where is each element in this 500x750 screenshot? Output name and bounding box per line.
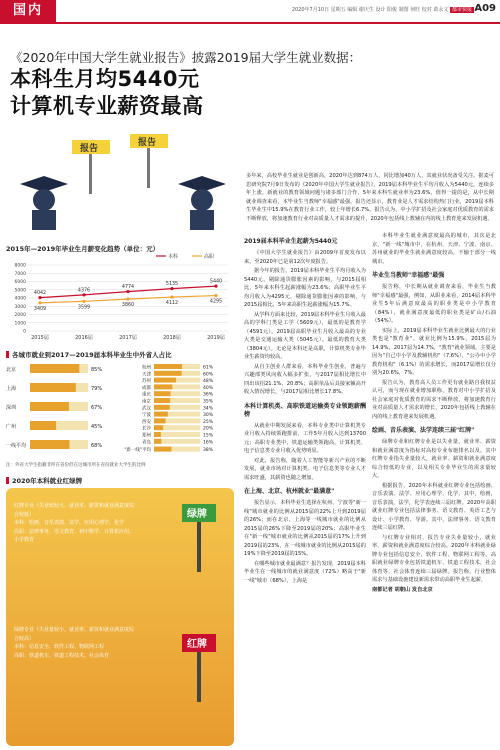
col2-heading-2: 绘画、音乐表演、法学连续三届"红牌" [372, 427, 475, 434]
region-pct-label: 61% [203, 365, 214, 371]
region-city-label: 武汉 [142, 406, 151, 412]
subtitle: 《2020年中国大学生就业报告》披露2019届大学生就业数据： [10, 50, 362, 65]
x-tick-label: 2017届 [119, 335, 137, 341]
x-tick-label: 2016届 [75, 335, 93, 341]
red-card-line: 高职：法律事务、语文教育、初中数学、计算机应用、小学数育 [14, 528, 135, 543]
new-tier1-label: "新一线"平均 [124, 448, 151, 454]
region-city-label: 一线平均 [6, 443, 27, 449]
x-tick-label: 2015届 [31, 335, 49, 341]
region-bar [154, 364, 182, 369]
y-tick-label: 2000 [14, 313, 26, 318]
red-card-line: 本科：绘画、音乐表演、法学、应用心理学、化学 [14, 520, 125, 526]
data-label: 5440 [209, 279, 223, 285]
legend-label: 高职 [204, 254, 215, 260]
region-pct-label: 16% [203, 440, 214, 446]
y-tick-label: 0 [23, 329, 26, 335]
data-label: 3860 [121, 303, 135, 309]
report-sign-right [130, 134, 168, 188]
col1-para: 从学科方面来比较，2019届本科毕业生月收入最高的学科门类是工学（5609元），最低的是教育学（4591元）。2019届高职毕业生月收入最高的专业大类是交通运输大类（5045元）。最低的教育大类（3804元）。无论是本科还是高职，计算机类专业毕业生薪资均较高。 [244, 311, 366, 360]
col1-para: 在哪些城市就业最满意？报告发现，2019届本科毕业生在一线城市的就业满意度（72%）略高于"新一线"城市（68%），上海是 [244, 560, 366, 584]
regions-note: 注：外省大学生指籍非所在省份但在这城市所在省份就业大学生的比例 [6, 463, 146, 468]
graduate-left-icon [20, 176, 68, 230]
green-card-box [14, 626, 134, 660]
y-tick-label: 5000 [14, 288, 26, 294]
region-pct-label: 79% [91, 386, 103, 392]
region-pct-label: 48% [203, 379, 214, 385]
col1-para: 《中国大学生就业报告》由2009年首度发布以来，至2020年已是第12次年度报告。 [244, 250, 366, 265]
col2-para: 绿牌专业和红牌专业是以失业量、就业率、薪资和就业满意度为指标对高校专业布施排名以及。其中红牌专业指失业量较大，就业率、薪资和就业满意度综合较低的专业，以及相关专业毕业生的需求量较大。 [372, 439, 496, 479]
col2-para: 与红牌专业相对，报告专业失业量较小，就业率、薪资和就业满意度综合较高。2020年本科就业绿牌专业包括信息安全、软件工程、物联网工程等。高职就业绿牌专业包括铁道机车、铁道工程技术，社会体育等，社会体育连续三届绿牌。报告称，行业整体需求与基础设施建设新需求带动高职毕业生起薪， [372, 534, 496, 583]
data-label: 4112 [165, 301, 179, 307]
region-pct-label: 60% [203, 372, 214, 378]
page-number: A09 [474, 3, 496, 14]
byline: 南都记者 胡朝山 发自北京 [372, 586, 433, 593]
data-point [38, 296, 41, 299]
region-bar [154, 371, 182, 376]
chart-title: 2015年—2019年毕业生月薪变化趋势（单位：元） [6, 245, 160, 253]
region-city-label: 天津 [142, 372, 151, 378]
red-card-box [14, 502, 134, 545]
region-pct-label: 30% [203, 413, 214, 419]
data-point [214, 285, 217, 288]
region-bar [154, 432, 161, 437]
green-sign-text: 绿牌 [187, 509, 207, 520]
region-city-label: 宁波 [142, 413, 151, 419]
intro-paragraph: 多年来，高校毕业生就业是创新高，2020年达到874万人，同比增加40万人，其就业状况备受关注。据麦可思研究院7月9日发布的《2020年中国大学生就业报告》，2019届本科毕业生平均月收入为5440元，连续多年上涨。新就业的教育领域问题与诸多部门合作，5年来本科生就业率为23.6%，值得一提的是，从中长期就业调查来看，本毕业生当教师"幸福感"最强。报告还显示，教育业是人才需求结构热门行业，2019届本科生毕业生中15.9%在教育行业工作，较上年增长6.7%。报告认为，中小学扩招及社会家庭对优质教育的需求不断释放，将加速教育行业对高质量人才需求的提升，2020年包括线上教辅在内的线上教育迎来发展机遇。 [246, 173, 494, 222]
new-tier1-pct: 38% [203, 448, 214, 454]
region-bar [154, 384, 172, 389]
page-meta [292, 6, 474, 13]
region-bar [154, 398, 170, 403]
data-label: 4376 [77, 288, 91, 294]
region-city-label: 杭州 [142, 365, 151, 371]
red-sign-text: 红牌 [187, 639, 207, 650]
regions-chart [6, 362, 234, 460]
col1-para: 从就业中期发展来看，本科专业类中计算机类专业月收入持续领跑排前，工作5年月收入达到13700元；高职专业类中，铁道运输类领跑高，计算机类、电子信息类专业月收入优势明显。 [244, 422, 366, 454]
y-tick-label: 4000 [14, 296, 26, 302]
region-pct-label: 25% [203, 419, 214, 425]
region-bar [154, 447, 171, 452]
data-point [214, 294, 217, 297]
region-bar [154, 412, 168, 417]
region-city-label: 北京 [6, 367, 17, 373]
regions-title: 各城市就业到2017—2019届本科毕业生中外省人占比 [6, 350, 172, 359]
region-bar [30, 383, 76, 392]
col2-para: 实际上，2019届本科毕业生就业比例最大的行业类也是"教育业"，就业比例为15.9%，2015届为14.9%，2017届为14.7%，"教育"就业领域，主要是因为"自己中小学及教辅机构"（7.6%），"公办中小学教育机构"（6.1%）的需求增长，而2017届增长仅分别为20.6%，7%。 [372, 327, 496, 376]
col2-para: 根据报告，2020年本科就业红牌专业包括绘画、音乐表演、法学、应用心理学、化学，其中，绘画，音乐表演，法学，化学表连续三届红牌。2020年高职就业红牌专业包括法律事务、语文教育、英语工艺与设计、小学教育、导游。其中，法律事务、语文教育连续三届红牌。 [372, 482, 496, 531]
region-pct-label: 67% [91, 405, 103, 411]
region-pct-label: 15% [203, 433, 214, 439]
region-pct-label: 68% [91, 443, 103, 449]
region-bar [30, 402, 69, 411]
x-tick-label: 2019届 [207, 335, 225, 341]
col2-para: 报告称，中长期从就业调查来看，毕业生当教师"幸福感"最强，例如，从职业来看，2014届本科毕业生5年后满意度最高的职业类是中小学教育（84%），就业满意度最低的职业类是矿山/石油（54%）。 [372, 284, 496, 324]
green-card-heading: 绿牌专业（失业量较小、就业率、薪资和就业满意度综合较高） [14, 627, 135, 642]
col1-para: 报告显示，本科毕业生选择在杭州、宁波等"新一线"城市就业的比例从2015届的22%上升到2019届的26%；而在北京、上海等一线城市就业的比例从2015届的26%下降至2019届的20%；高职毕业生在"新一线"城市就业的比例从2015届的17%上升到2019届的23%，在一线城市就业的比例从2015届的19%下降至2019届的15%。 [244, 500, 366, 557]
y-tick-label: 6000 [14, 280, 26, 285]
col1-para: 从自主创业人群来看，本科毕业生创业，普遍与兴趣部类风向收入幅多扩张，与2017届相比增长中四出该招21.1%，20.8%；高职单品后具接家额高开收入情况增长，与2017届相比增长17.8%。 [244, 363, 366, 395]
data-label: 3409 [33, 306, 47, 312]
region-pct-label: 36% [203, 392, 214, 398]
col2-para: 报告认为，教育高人员工作更有就业路自我权益认可，而与现在就业增加职称，教育对中小学扩招及社会家庭对优质教育的需求不断释放，将加速教育行业对高质量人才需求的增长，2020年包括线上教辅在内的线上教育迎来发展机遇。 [372, 379, 496, 420]
article-column-1 [244, 232, 366, 586]
region-city-label: 南京 [142, 399, 151, 405]
col1-para: 对此，报告称，随着人工智能等新兴产业的不断发展，就业市场对计算机类、电子信息类等专业人才需求旺盛，其薪资也随之增加。 [244, 457, 366, 481]
region-city-label: 广州 [6, 424, 17, 430]
graduates-illustration [10, 130, 236, 230]
page-header [0, 0, 500, 24]
data-label: 4295 [209, 299, 223, 305]
data-point [38, 301, 41, 304]
headline-line-2: 计算机专业薪资最高 [10, 94, 204, 118]
headline [10, 66, 204, 120]
region-pct-label: 35% [203, 399, 214, 405]
data-point [170, 295, 173, 298]
region-city-label: 长沙 [142, 426, 151, 432]
region-bar [30, 440, 69, 449]
red-card-sign-icon [174, 628, 224, 708]
data-point [82, 300, 85, 303]
section-label: 国内 [0, 0, 56, 22]
graduate-right-icon [178, 176, 226, 230]
data-point [170, 287, 173, 290]
region-bar [154, 418, 166, 423]
col2-heading-1: 毕业生当教师"幸福感"最强 [372, 272, 445, 279]
data-label: 5135 [165, 282, 179, 288]
region-bar [30, 364, 79, 373]
region-pct-label: 45% [91, 424, 103, 430]
region-city-label: 西安 [142, 419, 151, 425]
meta-text: 2020年7月10日 星期五 编辑 谢庆生 设计 阳俊 制图 何旺 校对 葛永文 [291, 7, 449, 13]
green-card-line: 本科：信息安全、软件工程、物联网工程 [14, 644, 105, 650]
region-bar [154, 439, 161, 444]
region-city-label: 成都 [142, 385, 151, 391]
col1-heading-1: 2019届本科毕业生起薪为5440元 [244, 238, 338, 245]
region-city-label: 青岛 [142, 440, 151, 446]
data-label: 4774 [121, 285, 135, 291]
green-card-sign-icon [174, 498, 224, 578]
region-bar [154, 391, 171, 396]
y-tick-label: 1000 [14, 321, 26, 327]
col2-para: 本科毕业生就业满意度最高的城市，其次是北京，"新一线"城市中，在杭州、天津、宁波、南京、苏州就业的毕业生就业满意度较高，不输于部分一线城市。 [372, 233, 496, 265]
article-column-2 [372, 232, 496, 595]
region-bar [30, 421, 56, 430]
region-city-label: 苏州 [142, 379, 151, 385]
region-city-label: 郑州 [142, 433, 151, 439]
region-pct-label: 34% [203, 406, 214, 412]
cards-title: 2020年本科就业红绿牌 [6, 476, 82, 485]
report-sign-right-text: 报告 [138, 138, 157, 148]
region-city-label: 上海 [6, 386, 17, 392]
report-sign-left-text: 报告 [80, 144, 99, 154]
data-point [126, 290, 129, 293]
report-sign-left [72, 140, 110, 194]
cards-panel [6, 488, 234, 746]
col1-heading-3: 在上海、北京、杭州就业"最满意" [244, 488, 335, 495]
salary-chart-svg [6, 253, 234, 347]
region-bar [154, 425, 163, 430]
region-pct-label: 40% [203, 385, 214, 391]
headline-line-1: 本科生月均5440元 [10, 67, 200, 91]
y-tick-label: 3000 [14, 304, 26, 310]
salary-chart [6, 244, 234, 348]
region-bar [154, 378, 176, 383]
red-card-heading: 红牌专业（失业较较大、就业率、薪资和就业满意度综合较低） [14, 503, 135, 518]
data-point [82, 293, 85, 296]
region-city-label: 深圳 [6, 405, 17, 411]
data-point [126, 298, 129, 301]
region-bar [154, 405, 170, 410]
data-label: 3599 [77, 305, 91, 311]
x-tick-label: 2018届 [163, 335, 181, 341]
data-label: 4042 [33, 291, 47, 297]
legend-label: 本科 [168, 254, 179, 260]
region-pct-label: 20% [203, 426, 214, 432]
region-city-label: 重庆 [142, 392, 151, 398]
col1-heading-2: 本科计算机类、高职铁道运输类专业领跑薪酬榜 [244, 402, 366, 418]
green-card-line: 高职：铁道机车、铁道工程技术、社会体育 [14, 652, 110, 659]
region-pct-label: 85% [91, 367, 103, 373]
y-tick-label: 8000 [14, 263, 26, 269]
y-tick-label: 7000 [14, 271, 26, 277]
col1-para: 据今年的报告，2019届本科毕业生平均月收入为5440元，剔除通货膨胀因素的影响，与2015届相比，5年来本科生起薪涨幅为23.6%；高职毕业生平均月收入为4295元，剔除通货膨胀因素的影响，与2015届相比，5年来高职生起薪涨幅为15.7%。 [244, 268, 366, 308]
paper-badge: 都市快报 [451, 7, 472, 13]
